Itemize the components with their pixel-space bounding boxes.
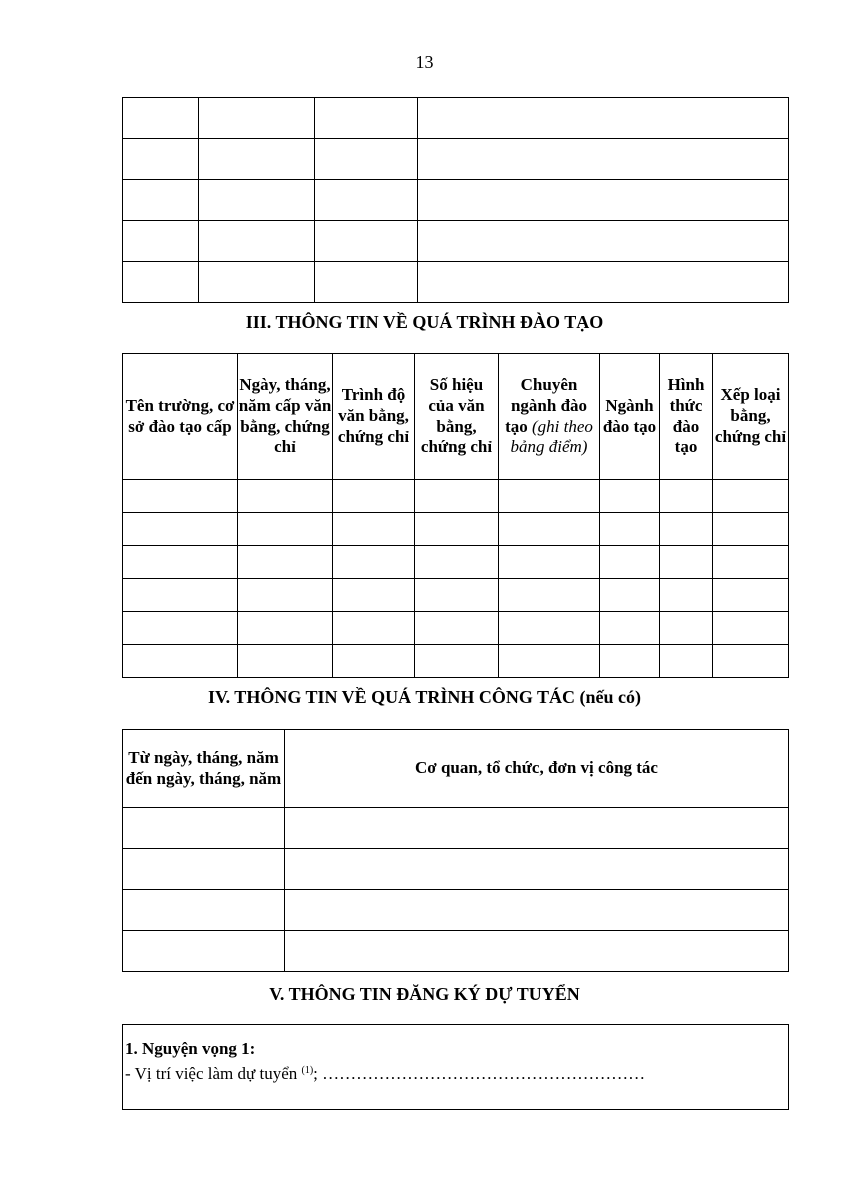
table-cell[interactable] xyxy=(123,849,285,890)
table-cell[interactable] xyxy=(418,262,789,303)
aspiration-title: 1. Nguyện vọng 1: xyxy=(125,1039,256,1058)
header-mode: Hình thức đào tạo xyxy=(660,354,713,480)
table-row xyxy=(123,221,789,262)
table-cell[interactable] xyxy=(199,98,315,139)
table-cell[interactable] xyxy=(499,579,600,612)
table-cell[interactable] xyxy=(199,180,315,221)
header-level: Trình độ văn bằng, chứng chỉ xyxy=(333,354,415,480)
table-cell[interactable] xyxy=(418,98,789,139)
table-cell[interactable] xyxy=(315,139,418,180)
table-cell[interactable] xyxy=(600,645,660,678)
table-row xyxy=(123,139,789,180)
table-cell[interactable] xyxy=(333,546,415,579)
table-cell[interactable] xyxy=(123,645,238,678)
table-cell[interactable] xyxy=(713,480,789,513)
table-cell[interactable] xyxy=(238,612,333,645)
header-school: Tên trường, cơ sở đào tạo cấp xyxy=(123,354,238,480)
table-header-row xyxy=(123,730,789,808)
table-cell[interactable] xyxy=(315,262,418,303)
table-cell[interactable] xyxy=(123,139,199,180)
section-title-training: III. THÔNG TIN VỀ QUÁ TRÌNH ĐÀO TẠO xyxy=(245,312,604,332)
table-cell[interactable] xyxy=(713,645,789,678)
table-row xyxy=(123,513,789,546)
table-row xyxy=(123,931,789,972)
header-specialty-main: Chuyên ngành đào tạo xyxy=(505,375,588,436)
table-cell[interactable] xyxy=(600,480,660,513)
page-number: 13 xyxy=(415,52,434,72)
table-cell[interactable] xyxy=(333,480,415,513)
table-cell[interactable] xyxy=(199,262,315,303)
table-row xyxy=(123,645,789,678)
table-cell[interactable] xyxy=(199,221,315,262)
table-cell[interactable] xyxy=(600,513,660,546)
table-cell[interactable] xyxy=(123,546,238,579)
table-row xyxy=(123,579,789,612)
table-cell[interactable] xyxy=(713,513,789,546)
table-cell[interactable] xyxy=(660,480,713,513)
table-cell[interactable] xyxy=(123,808,285,849)
table-cell[interactable] xyxy=(333,579,415,612)
table-cell[interactable] xyxy=(285,849,789,890)
table-cell[interactable] xyxy=(333,612,415,645)
table-cell[interactable] xyxy=(238,645,333,678)
header-period: Từ ngày, tháng, năm đến ngày, tháng, năm xyxy=(123,730,285,808)
header-issue-date: Ngày, tháng, năm cấp văn bằng, chứng chỉ xyxy=(238,354,333,480)
header-specialty-note: (ghi theo bảng điểm) xyxy=(510,416,593,457)
table-cell[interactable] xyxy=(199,139,315,180)
table-row xyxy=(123,808,789,849)
table-cell[interactable] xyxy=(123,513,238,546)
table-row xyxy=(123,262,789,303)
table-cell[interactable] xyxy=(285,808,789,849)
table-cell[interactable] xyxy=(415,612,499,645)
training-table xyxy=(122,353,789,678)
table-cell[interactable] xyxy=(415,480,499,513)
table-cell[interactable] xyxy=(415,513,499,546)
position-label: - Vị trí việc làm dự tuyển xyxy=(125,1063,302,1083)
table-cell[interactable] xyxy=(415,546,499,579)
table-cell[interactable] xyxy=(660,645,713,678)
table-cell[interactable] xyxy=(660,579,713,612)
table-row xyxy=(123,612,789,645)
table-cell[interactable] xyxy=(123,890,285,931)
table-cell[interactable] xyxy=(418,180,789,221)
registration-box xyxy=(122,1024,789,1110)
table-cell[interactable] xyxy=(123,221,199,262)
table-cell[interactable] xyxy=(499,513,600,546)
section-title-work-history: IV. THÔNG TIN VỀ QUÁ TRÌNH CÔNG TÁC (nếu có) xyxy=(207,687,642,707)
table-cell[interactable] xyxy=(418,139,789,180)
header-specialty xyxy=(499,354,600,480)
table-cell[interactable] xyxy=(600,612,660,645)
section-title-registration: V. THÔNG TIN ĐĂNG KÝ DỰ TUYỂN xyxy=(269,984,580,1004)
table-row xyxy=(123,890,789,931)
table-row xyxy=(123,849,789,890)
table-cell[interactable] xyxy=(123,262,199,303)
table-cell[interactable] xyxy=(713,546,789,579)
table-cell[interactable] xyxy=(713,612,789,645)
table-cell[interactable] xyxy=(238,579,333,612)
table-cell[interactable] xyxy=(315,180,418,221)
position-line xyxy=(125,1062,788,1087)
table-row xyxy=(123,180,789,221)
table-cell[interactable] xyxy=(415,579,499,612)
table-cell[interactable] xyxy=(660,513,713,546)
table-header-row xyxy=(123,354,789,480)
table-cell[interactable] xyxy=(333,513,415,546)
table-cell[interactable] xyxy=(285,890,789,931)
header-serial: Số hiệu của văn bằng, chứng chỉ xyxy=(415,354,499,480)
position-fill[interactable]: ; ………………………………………………… xyxy=(313,1063,646,1083)
table-cell[interactable] xyxy=(238,513,333,546)
table-cell[interactable] xyxy=(285,931,789,972)
table-cell[interactable] xyxy=(600,546,660,579)
header-organization: Cơ quan, tổ chức, đơn vị công tác xyxy=(285,730,789,808)
table-cell[interactable] xyxy=(660,612,713,645)
table-cell[interactable] xyxy=(238,546,333,579)
table-cell[interactable] xyxy=(499,546,600,579)
table-cell[interactable] xyxy=(713,579,789,612)
table-cell[interactable] xyxy=(333,645,415,678)
aspiration-cell[interactable] xyxy=(123,1025,789,1110)
table-cell[interactable] xyxy=(499,612,600,645)
table-row xyxy=(123,1025,789,1110)
table-cell[interactable] xyxy=(660,546,713,579)
table-cell[interactable] xyxy=(123,98,199,139)
footnote-marker: (1) xyxy=(301,1064,314,1076)
header-grade: Xếp loại bằng, chứng chỉ xyxy=(713,354,789,480)
table-cell[interactable] xyxy=(123,480,238,513)
header-field: Ngành đào tạo xyxy=(600,354,660,480)
table-row xyxy=(123,98,789,139)
table-cell[interactable] xyxy=(600,579,660,612)
table-cell[interactable] xyxy=(123,180,199,221)
table-cell[interactable] xyxy=(123,579,238,612)
table-cell[interactable] xyxy=(499,480,600,513)
table-cell[interactable] xyxy=(315,98,418,139)
table-cell[interactable] xyxy=(499,645,600,678)
table-cell[interactable] xyxy=(238,480,333,513)
table-row xyxy=(123,546,789,579)
table-cell[interactable] xyxy=(315,221,418,262)
table-cell[interactable] xyxy=(123,931,285,972)
table-cell[interactable] xyxy=(123,612,238,645)
table-cell[interactable] xyxy=(415,645,499,678)
table-cell[interactable] xyxy=(418,221,789,262)
continued-table xyxy=(122,97,789,303)
table-row xyxy=(123,480,789,513)
work-history-table xyxy=(122,729,789,972)
